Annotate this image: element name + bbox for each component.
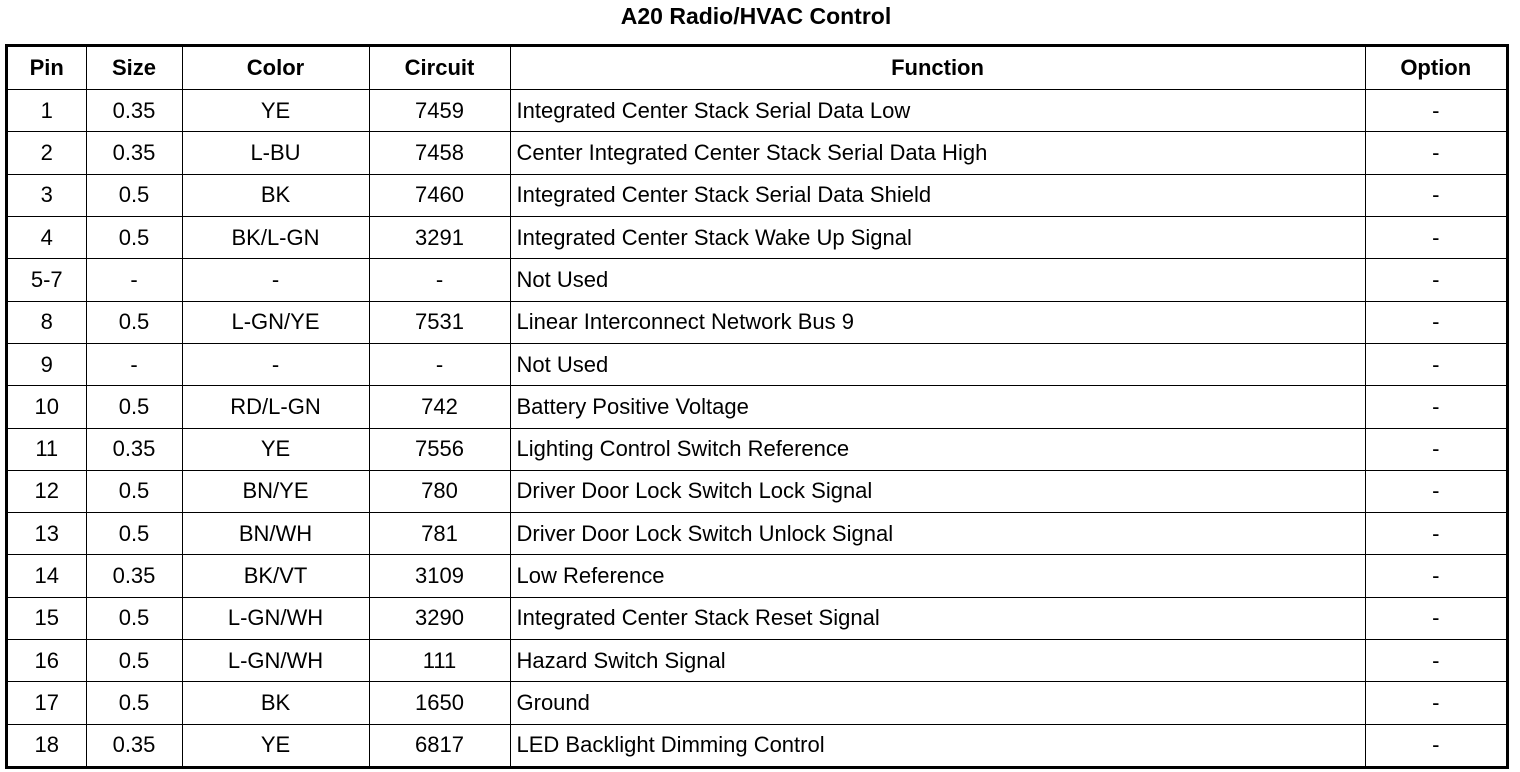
cell-function: Integrated Center Stack Reset Signal [510,597,1365,639]
cell-circuit: 111 [369,640,510,682]
cell-function: LED Backlight Dimming Control [510,724,1365,766]
table-row [8,470,1506,512]
cell-function: Driver Door Lock Switch Lock Signal [510,470,1365,512]
cell-size: 0.5 [86,682,182,724]
cell-pin: 2 [8,132,86,174]
cell-color: BK/VT [182,555,369,597]
cell-size: 0.35 [86,90,182,132]
cell-circuit: 6817 [369,724,510,766]
table-row [8,513,1506,555]
cell-function: Lighting Control Switch Reference [510,428,1365,470]
cell-pin: 1 [8,90,86,132]
cell-function: Center Integrated Center Stack Serial Data High [510,132,1365,174]
cell-color: BK [182,174,369,216]
cell-circuit: 7460 [369,174,510,216]
table-row [8,174,1506,216]
table-row [8,90,1506,132]
cell-size: 0.5 [86,386,182,428]
cell-pin: 12 [8,470,86,512]
document-title: A20 Radio/HVAC Control [620,3,892,29]
cell-color: YE [182,90,369,132]
cell-function: Ground [510,682,1365,724]
cell-option: - [1365,174,1506,216]
table-row [8,597,1506,639]
cell-circuit: 3290 [369,597,510,639]
connector-table-frame [5,44,1509,769]
table-row [8,343,1506,385]
cell-option: - [1365,682,1506,724]
cell-function: Not Used [510,259,1365,301]
cell-pin: 8 [8,301,86,343]
table-row [8,386,1506,428]
table-row [8,640,1506,682]
cell-size: 0.5 [86,174,182,216]
cell-color: L-GN/WH [182,597,369,639]
table-row [8,132,1506,174]
cell-circuit: 781 [369,513,510,555]
cell-pin: 9 [8,343,86,385]
cell-option: - [1365,216,1506,258]
cell-circuit: 1650 [369,682,510,724]
cell-size: 0.5 [86,513,182,555]
cell-pin: 4 [8,216,86,258]
cell-function: Driver Door Lock Switch Unlock Signal [510,513,1365,555]
cell-size: 0.5 [86,301,182,343]
cell-pin: 13 [8,513,86,555]
connector-pinout-table [8,47,1506,766]
cell-pin: 5-7 [8,259,86,301]
cell-circuit: - [369,259,510,301]
cell-function: Battery Positive Voltage [510,386,1365,428]
cell-option: - [1365,386,1506,428]
cell-size: 0.5 [86,216,182,258]
cell-circuit: 7531 [369,301,510,343]
cell-size: - [86,343,182,385]
cell-size: 0.35 [86,724,182,766]
cell-option: - [1365,597,1506,639]
cell-size: - [86,259,182,301]
header-pin: Pin [8,47,86,90]
table-row [8,682,1506,724]
table-header-row [8,47,1506,90]
cell-circuit: 780 [369,470,510,512]
cell-circuit: 3109 [369,555,510,597]
header-function: Function [510,47,1365,90]
cell-circuit: 7556 [369,428,510,470]
table-row [8,724,1506,766]
cell-function: Hazard Switch Signal [510,640,1365,682]
cell-circuit: 742 [369,386,510,428]
table-row [8,301,1506,343]
cell-option: - [1365,343,1506,385]
cell-option: - [1365,724,1506,766]
cell-color: BK/L-GN [182,216,369,258]
cell-size: 0.35 [86,428,182,470]
cell-pin: 11 [8,428,86,470]
cell-size: 0.5 [86,597,182,639]
cell-function: Low Reference [510,555,1365,597]
cell-color: L-GN/YE [182,301,369,343]
cell-pin: 10 [8,386,86,428]
header-size: Size [86,47,182,90]
header-circuit: Circuit [369,47,510,90]
cell-pin: 15 [8,597,86,639]
cell-pin: 16 [8,640,86,682]
cell-function: Integrated Center Stack Serial Data Low [510,90,1365,132]
cell-option: - [1365,555,1506,597]
table-row [8,555,1506,597]
cell-option: - [1365,132,1506,174]
cell-option: - [1365,428,1506,470]
cell-pin: 17 [8,682,86,724]
cell-circuit: 7458 [369,132,510,174]
table-row [8,259,1506,301]
cell-option: - [1365,301,1506,343]
cell-size: 0.5 [86,640,182,682]
cell-option: - [1365,513,1506,555]
cell-pin: 3 [8,174,86,216]
cell-option: - [1365,640,1506,682]
cell-color: RD/L-GN [182,386,369,428]
cell-color: YE [182,724,369,766]
cell-circuit: 7459 [369,90,510,132]
cell-function: Linear Interconnect Network Bus 9 [510,301,1365,343]
cell-color: BN/YE [182,470,369,512]
cell-pin: 14 [8,555,86,597]
cell-size: 0.35 [86,132,182,174]
cell-color: L-BU [182,132,369,174]
cell-color: - [182,343,369,385]
cell-color: YE [182,428,369,470]
cell-size: 0.5 [86,470,182,512]
cell-function: Integrated Center Stack Serial Data Shield [510,174,1365,216]
table-row [8,428,1506,470]
table-body [8,90,1506,767]
cell-option: - [1365,470,1506,512]
cell-color: BN/WH [182,513,369,555]
cell-color: - [182,259,369,301]
cell-color: L-GN/WH [182,640,369,682]
cell-option: - [1365,90,1506,132]
header-color: Color [182,47,369,90]
cell-function: Integrated Center Stack Wake Up Signal [510,216,1365,258]
cell-color: BK [182,682,369,724]
cell-pin: 18 [8,724,86,766]
cell-circuit: 3291 [369,216,510,258]
table-row [8,216,1506,258]
cell-option: - [1365,259,1506,301]
cell-function: Not Used [510,343,1365,385]
cell-size: 0.35 [86,555,182,597]
header-option: Option [1365,47,1506,90]
cell-circuit: - [369,343,510,385]
